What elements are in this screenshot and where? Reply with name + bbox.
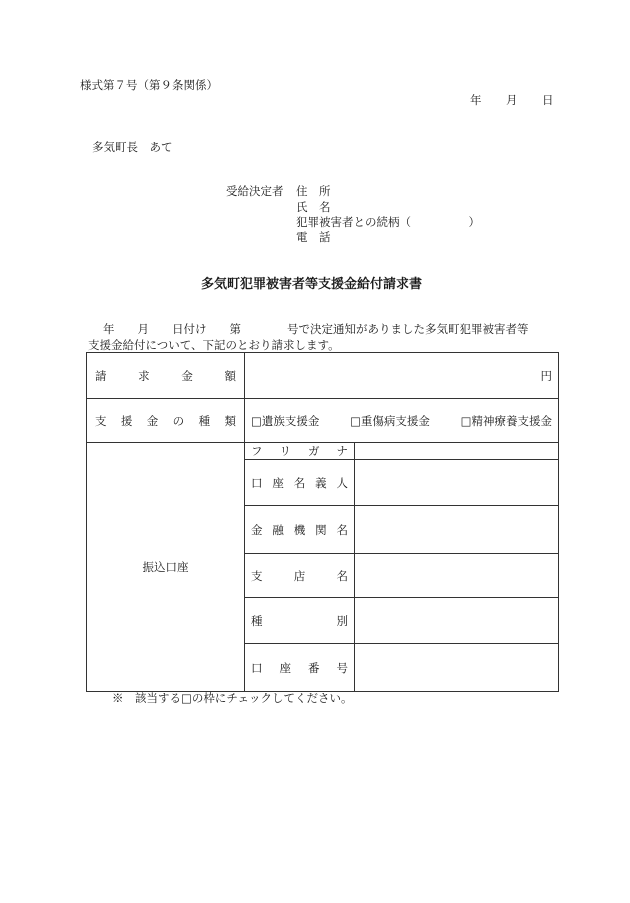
date-year: 年: [470, 93, 482, 107]
kind-field[interactable]: [355, 598, 559, 644]
bank-label-cell: [245, 506, 355, 554]
document-title: 多気町犯罪被害者等支援金給付請求書: [201, 277, 423, 292]
type-label: 支 援 金 の 種 類: [95, 413, 236, 428]
bank-label: 金 融 機 関 名: [251, 522, 348, 537]
furigana-label-cell: [245, 443, 355, 460]
holder-label-cell: [245, 460, 355, 506]
furigana-field[interactable]: [355, 443, 559, 460]
branch-field[interactable]: [355, 554, 559, 598]
applicant-address-label: 住 所: [296, 184, 331, 198]
type-options-cell: [245, 399, 559, 443]
bank-field[interactable]: [355, 506, 559, 554]
holder-field[interactable]: [355, 460, 559, 506]
holder-label: 口 座 名 義 人: [251, 475, 348, 490]
applicant-phone-label: 電 話: [296, 230, 331, 244]
amount-label: 請 求 金 額: [95, 368, 236, 383]
kind-label: 種 別: [251, 613, 348, 628]
number-label: 口 座 番 号: [251, 660, 348, 675]
type-options: [245, 413, 558, 429]
number-field[interactable]: [355, 644, 559, 692]
date-line: [470, 93, 554, 107]
body-line-2: 支援金給付について、下記のとおり請求します。: [88, 338, 340, 352]
branch-label: 支 店 名: [251, 568, 348, 583]
type-checkbox-serious-injury[interactable]: □重傷病支援金: [350, 413, 430, 428]
body-line-1: 年 月 日付け 第 号で決定通知がありました多気町犯罪被害者等: [80, 322, 529, 336]
applicant-relation-label: 犯罪被害者との続柄（ ）: [296, 215, 480, 229]
furigana-row: [87, 443, 559, 460]
form-number: 様式第７号（第９条関係）: [80, 78, 218, 92]
amount-row: [87, 353, 559, 399]
footnote: ※ 該当する□の枠にチェックしてください。: [112, 691, 353, 705]
account-label-cell: [87, 443, 245, 692]
applicant-label: 受給決定者: [226, 184, 284, 198]
branch-label-cell: [245, 554, 355, 598]
applicant-name-label: 氏 名: [296, 200, 331, 214]
amount-unit: 円: [540, 368, 552, 383]
type-row: [87, 399, 559, 443]
furigana-label: フ リ ガ ナ: [251, 444, 348, 458]
type-checkbox-mental-care[interactable]: □精神療養支援金: [460, 413, 552, 428]
request-form-table: [86, 352, 559, 692]
type-label-cell: [87, 399, 245, 443]
type-checkbox-bereaved[interactable]: □遺族支援金: [251, 413, 320, 428]
amount-label-cell: [87, 353, 245, 399]
amount-field[interactable]: [245, 353, 559, 399]
account-label: 振込口座: [142, 560, 189, 574]
date-day: 日: [542, 93, 554, 107]
number-label-cell: [245, 644, 355, 692]
kind-label-cell: [245, 598, 355, 644]
recipient: 多気町長 あて: [92, 140, 173, 154]
date-month: 月: [506, 93, 518, 107]
